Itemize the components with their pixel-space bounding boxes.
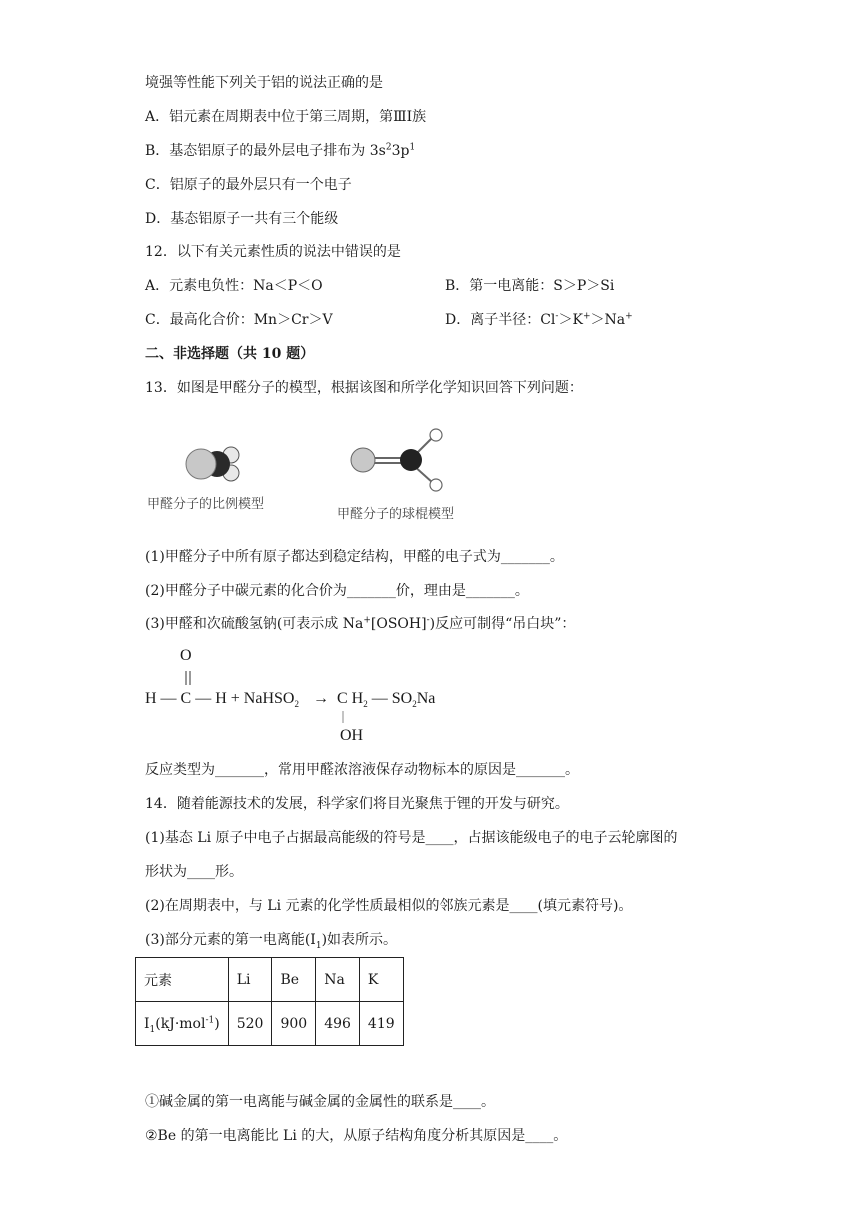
q13-stem: 13．如图是甲醛分子的模型，根据该图和所学化学知识回答下列问题： <box>145 380 583 396</box>
rx-product: C $H_2$ — $SO_2Na$ <box>337 690 436 710</box>
q14-part2: (2)在周期表中，与 Li 元素的化学性质最相似的邻族元素是____(填元素符号)。 <box>145 898 633 914</box>
q14-subq2: ②Be 的第一电离能比 Li 的大，从原子结构角度分析其原因是____。 <box>145 1128 568 1144</box>
q13-part2: (2)甲醛分子中碳元素的化合价为_______价，理由是_______。 <box>145 583 529 599</box>
formaldehyde-models-figure <box>145 425 475 525</box>
rx-oxygen: O <box>180 647 192 664</box>
q14-part1b: 形状为____形。 <box>145 864 243 880</box>
table-cell: 419 <box>359 1002 403 1046</box>
table-row <box>136 958 404 1002</box>
q14-part3: (3)部分元素的第一电离能$(I_1)$如表所示。 <box>145 932 398 951</box>
double-bond-icon <box>183 671 193 687</box>
table-header-cell: 元素 <box>136 958 229 1002</box>
section-heading: 二、非选择题（共 10 题） <box>145 346 315 362</box>
ball-stick-model-caption: 甲醛分子的球棍模型 <box>337 507 455 522</box>
q11-option-c: C．铝原子的最外层只有一个电子 <box>145 177 352 193</box>
rx-reactants: H — C — H + NaHSO$_2$ <box>145 690 299 710</box>
table-header-cell: K <box>359 958 403 1002</box>
table-cell: 520 <box>228 1002 272 1046</box>
q12-option-c: C．最高化合价：Mn＞Cr＞V <box>145 312 333 328</box>
q11-intro: 境强等性能下列关于铝的说法正确的是 <box>145 75 383 91</box>
table-row-label: $I_1(kJ\cdot mol^{-1})$ <box>136 1002 229 1046</box>
q13-part3: (3)甲醛和次硫酸氢钠(可表示成 Na+[OSOH]-)反应可制得“吊白块”： <box>145 615 576 632</box>
rx-arrow: → <box>313 690 329 707</box>
q12-stem: 12．以下有关元素性质的说法中错误的是 <box>145 244 401 260</box>
ionization-energy-table <box>135 957 404 1046</box>
q12-option-a: A．元素电负性：Na＜P＜O <box>145 278 323 294</box>
single-bond-icon <box>340 711 346 725</box>
table-cell: 496 <box>316 1002 360 1046</box>
space-filling-model-caption: 甲醛分子的比例模型 <box>147 497 265 512</box>
q12-option-d: D．离子半径：Cl-＞K+＞Na+ <box>445 311 633 328</box>
q13-part4: 反应类型为_______，常用甲醛浓溶液保存动物标本的原因是_______。 <box>145 762 579 778</box>
q14-part1a: (1)基态 Li 原子中电子占据最高能级的符号是____，占据该能级电子的电子云轮廓图的 <box>145 830 678 846</box>
rx-hydroxyl: OH <box>340 727 364 744</box>
q14-subq1: ①碱金属的第一电离能与碱金属的金属性的联系是____。 <box>145 1094 495 1110</box>
q11-option-a: A．铝元素在周期表中位于第三周期，第ⅢI族 <box>145 109 427 125</box>
table-cell: 900 <box>272 1002 316 1046</box>
reaction-equation <box>145 643 475 753</box>
q11-option-b: B．基态铝原子的最外层电子排布为 $3s^23p^1$ <box>145 142 416 159</box>
q13-part1: (1)甲醛分子中所有原子都达到稳定结构，甲醛的电子式为_______。 <box>145 549 564 565</box>
q12-option-b: B．第一电离能：S＞P＞Si <box>445 278 615 294</box>
table-row <box>136 1002 404 1046</box>
table-header-cell: Li <box>228 958 272 1002</box>
table-header-cell: Na <box>316 958 360 1002</box>
q14-stem: 14．随着能源技术的发展，科学家们将目光聚焦于锂的开发与研究。 <box>145 796 569 812</box>
table-header-cell: Be <box>272 958 316 1002</box>
q11-option-d: D．基态铝原子一共有三个能级 <box>145 211 339 227</box>
